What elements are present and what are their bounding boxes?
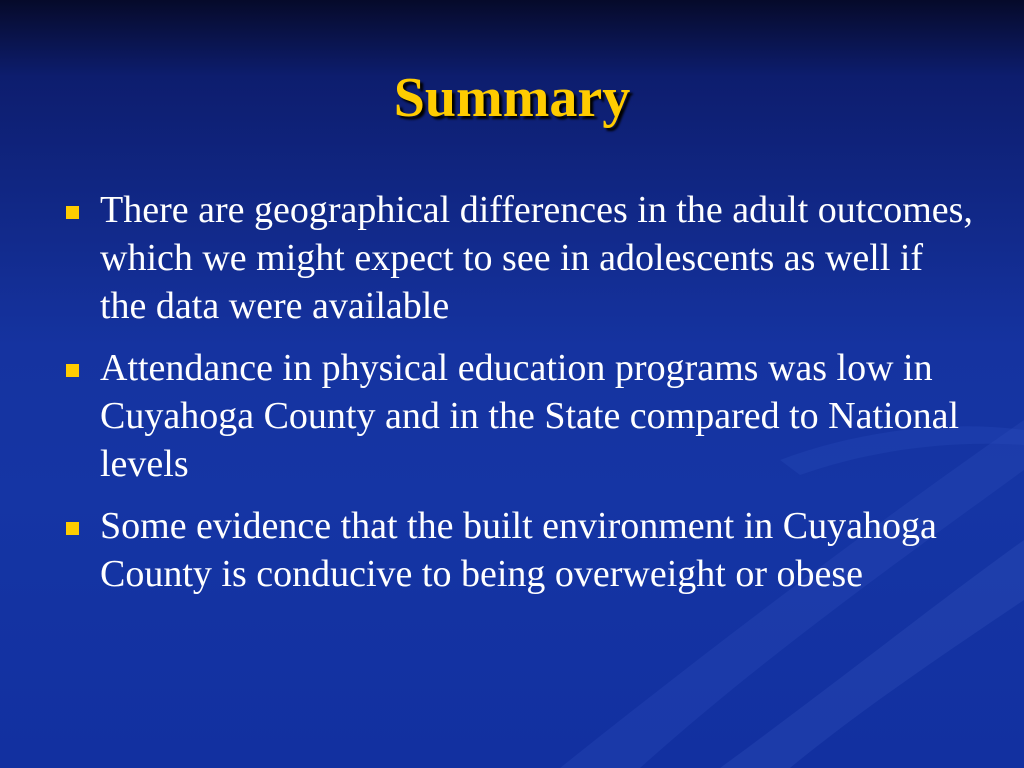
slide-title: Summary xyxy=(393,67,631,129)
bullet-item xyxy=(58,186,978,330)
bullet-text: There are geographical differences in the adult outcomes, which we might expect to see in adolescents as well if the data were available xyxy=(100,189,973,327)
bullet-list xyxy=(58,186,978,612)
square-bullet-icon xyxy=(66,364,79,377)
square-bullet-icon xyxy=(66,206,79,219)
bullet-text: Attendance in physical education programs was low in Cuyahoga County and in the State compared to National levels xyxy=(100,347,960,485)
square-bullet-icon xyxy=(66,522,79,535)
bullet-item xyxy=(58,502,978,598)
bullet-item xyxy=(58,344,978,488)
bullet-text: Some evidence that the built environment in Cuyahoga County is conducive to being overweight or obese xyxy=(100,505,937,595)
